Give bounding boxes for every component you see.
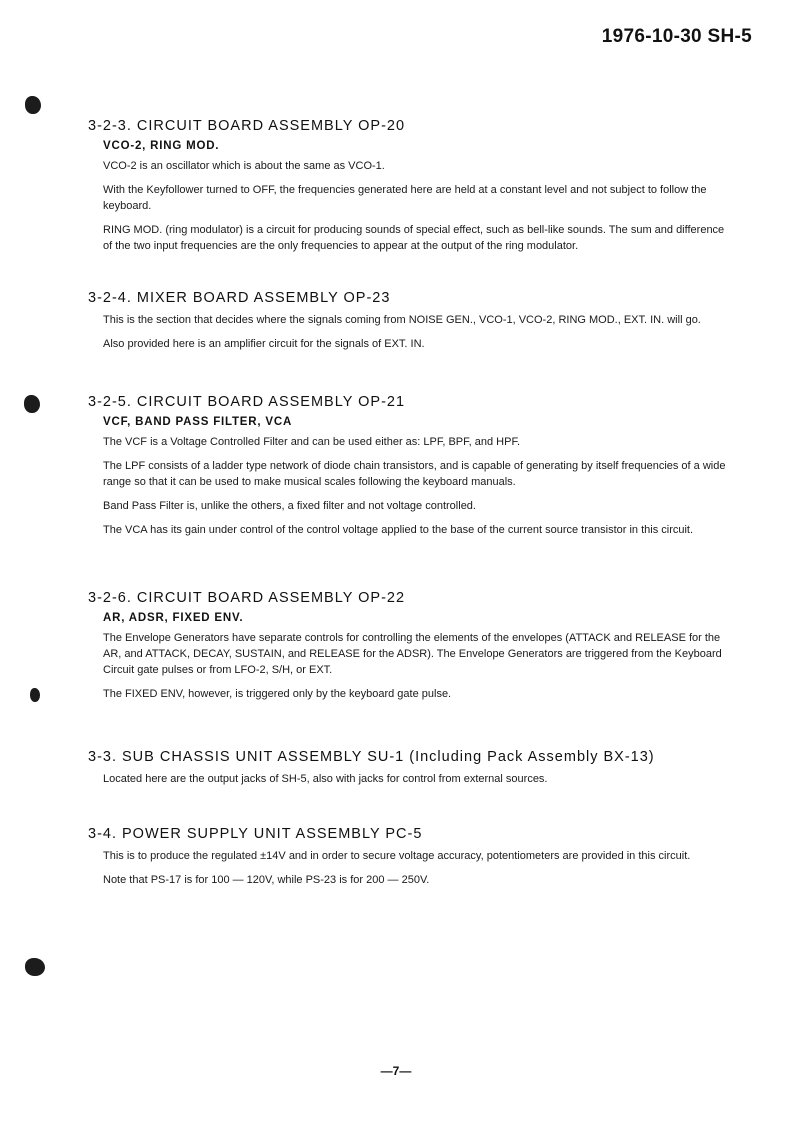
- punch-hole-mark: [30, 688, 40, 702]
- paragraph: The VCF is a Voltage Controlled Filter and can be used either as: LPF, BPF, and HPF.: [103, 436, 520, 448]
- paragraph: VCO-2 is an oscillator which is about the same as VCO-1.: [103, 160, 385, 172]
- section-title: 3-3. SUB CHASSIS UNIT ASSEMBLY SU-1 (Including Pack Assembly BX-13): [88, 749, 655, 765]
- section-3-2-6: [88, 590, 730, 710]
- page-number: —7—: [380, 1064, 412, 1078]
- section-subtitle: VCF, BAND PASS FILTER, VCA: [103, 416, 293, 428]
- page-header: 1976-10-30 SH-5: [601, 26, 752, 47]
- paragraph: Note that PS-17 is for 100 — 120V, while PS-23 is for 200 — 250V.: [103, 874, 430, 886]
- paragraph: The VCA has its gain under control of the control voltage applied to the base of the current source transistor in this circuit.: [103, 524, 694, 536]
- punch-hole-mark: [24, 395, 40, 413]
- section-3-2-5: [88, 394, 730, 546]
- section-title: 3-2-3. CIRCUIT BOARD ASSEMBLY OP-20: [88, 118, 406, 134]
- paragraph: This is the section that decides where the signals coming from NOISE GEN., VCO-1, VCO-2, RING MOD., EXT. IN. will go.: [103, 314, 701, 326]
- section-title: 3-2-4. MIXER BOARD ASSEMBLY OP-23: [88, 290, 391, 306]
- section-3-3: [88, 749, 730, 795]
- paragraph: This is to produce the regulated ±14V and in order to secure voltage accuracy, potentiometers are provided in this circuit.: [103, 850, 691, 862]
- section-title: 3-4. POWER SUPPLY UNIT ASSEMBLY PC-5: [88, 826, 423, 842]
- paragraph: The LPF consists of a ladder type network of diode chain transistors, and is capable of generating by itself frequencies of a wide range so that it can be used to make musical scales following the keyboard manuals.: [103, 460, 726, 488]
- paragraph: Located here are the output jacks of SH-5, also with jacks for control from external sources.: [103, 773, 548, 785]
- paragraph: RING MOD. (ring modulator) is a circuit for producing sounds of special effect, such as bell-like sounds. The sum and difference of the two input frequencies are the only frequencies to appear at the output of the ring modulator.: [103, 224, 725, 252]
- section-title: 3-2-5. CIRCUIT BOARD ASSEMBLY OP-21: [88, 394, 406, 410]
- section-3-2-4: [88, 290, 730, 360]
- paragraph: Also provided here is an amplifier circuit for the signals of EXT. IN.: [103, 338, 425, 350]
- paragraph: Band Pass Filter is, unlike the others, a fixed filter and not voltage controlled.: [103, 500, 476, 512]
- paragraph: With the Keyfollower turned to OFF, the frequencies generated here are held at a constant level and not subject to follow the keyboard.: [103, 184, 707, 212]
- paragraph: The FIXED ENV, however, is triggered only by the keyboard gate pulse.: [103, 688, 452, 700]
- section-3-4: [88, 826, 730, 896]
- section-subtitle: AR, ADSR, FIXED ENV.: [103, 612, 244, 624]
- punch-hole-mark: [25, 96, 41, 114]
- section-3-2-3: [88, 118, 730, 262]
- paragraph: The Envelope Generators have separate controls for controlling the elements of the envelopes (ATTACK and RELEASE for the AR, and ATTACK, DECAY, SUSTAIN, and RELEASE for the ADSR). The Envelope Generators are triggered from the Keyboard Circuit gate pulses or from LFO-2, S/H, or EXT.: [103, 632, 722, 676]
- punch-hole-mark: [25, 958, 45, 976]
- section-subtitle: VCO-2, RING MOD.: [103, 140, 220, 152]
- section-title: 3-2-6. CIRCUIT BOARD ASSEMBLY OP-22: [88, 590, 406, 606]
